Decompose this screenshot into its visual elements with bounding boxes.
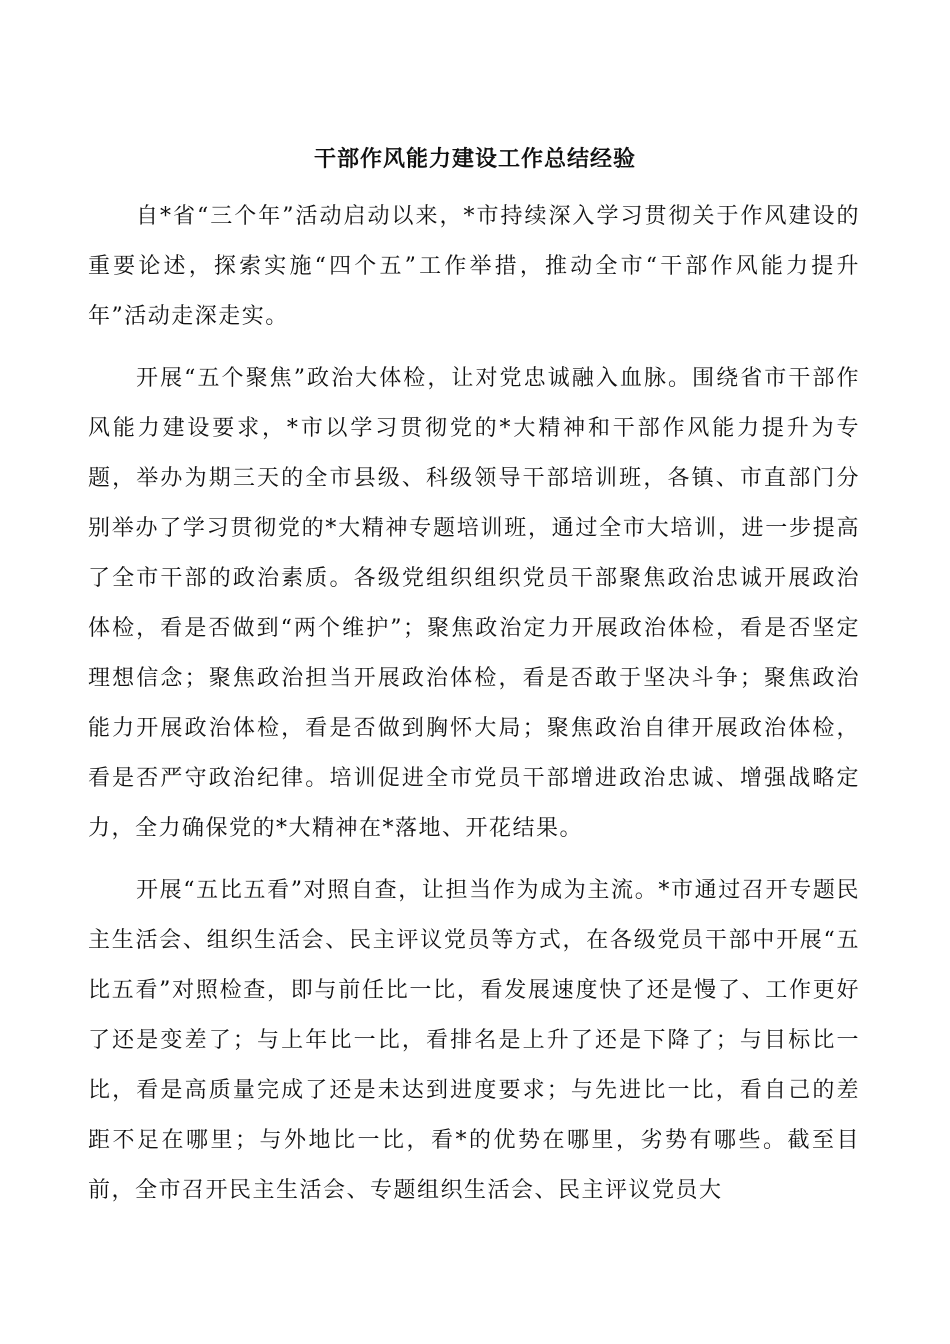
paragraph-five-focus: 开展“五个聚焦”政治大体检，让对党忠诚融入血脉。围绕省市干部作风能力建设要求，*市以学习贯彻党的*大精神和干部作风能力提升为专题，举办为期三天的全市县级、科级领导干部培训班，各镇、市直部门分别举办了学习贯彻党的*大精神专题培训班，通过全市大培训，进一步提高了全市干部的政治素质。各级党组织组织党员干部聚焦政治忠诚开展政治体检，看是否做到“两个维护”；聚焦政治定力开展政治体检，看是否坚定理想信念；聚焦政治担当开展政治体检，看是否敢于坚决斗争；聚焦政治能力开展政治体检，看是否做到胸怀大局；聚焦政治自律开展政治体检，看是否严守政治纪律。培训促进全市党员干部增进政治忠诚、增强战略定力，全力确保党的*大精神在*落地、开花结果。 [88,366,860,841]
document-body [88,192,860,1216]
paragraph-five-compare: 开展“五比五看”对照自查，让担当作为成为主流。*市通过召开专题民主生活会、组织生活会、民主评议党员等方式，在各级党员干部中开展“五比五看”对照检查，即与前任比一比，看发展速度快了还是慢了、工作更好了还是变差了；与上年比一比，看排名是上升了还是下降了；与目标比一比，看是高质量完成了还是未达到进度要求；与先进比一比，看自己的差距不足在哪里；与外地比一比，看*的优势在哪里，劣势有哪些。截至目前，全市召开民主生活会、专题组织生活会、民主评议党员大 [88,878,860,1203]
document-title: 干部作风能力建设工作总结经验 [313,146,636,172]
paragraph-intro: 自*省“三个年”活动启动以来，*市持续深入学习贯彻关于作风建设的重要论述，探索实施“四个五”工作举措，推动全市“干部作风能力提升年”活动走深走实。 [88,204,860,329]
